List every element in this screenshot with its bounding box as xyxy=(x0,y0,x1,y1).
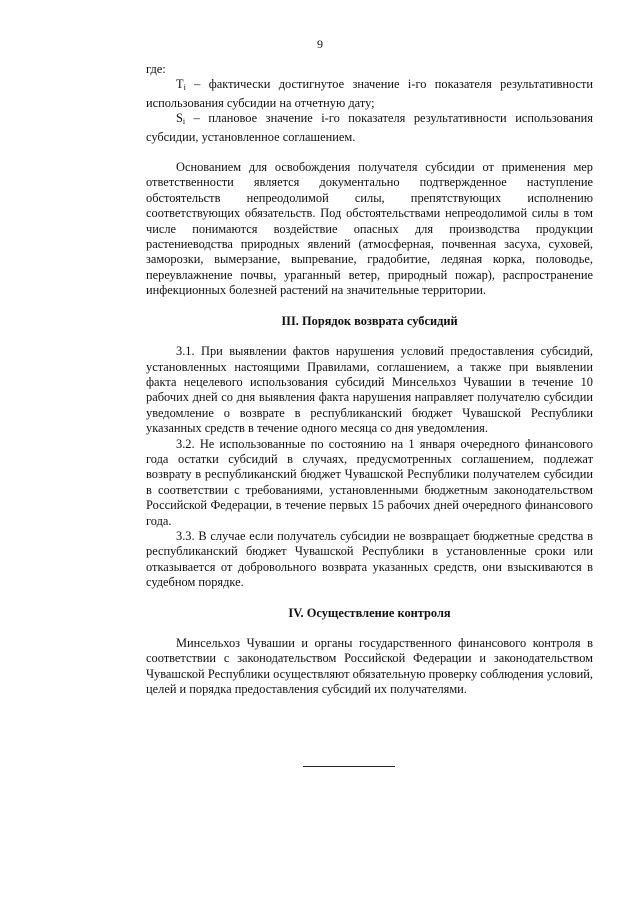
definition-t xyxy=(146,77,593,111)
s-symbol: S xyxy=(176,111,183,126)
s-index: i xyxy=(182,117,186,127)
force-majeure-paragraph: Основанием для освобождения получателя субсидии от применения мер ответственности является документально подтвержденное наступление обстоятельств непреодолимой силы, препятствующих исполнению соответствующих обязательств. Под обстоятельствами непреодолимой силы в том числе понимаются воздействие опасных для производства продукции растениеводства природных явлений (атмосферная, почвенная засуха, суховей, заморозки, вымерзание, выпревание, градобитие, ледяная корка, половодье, переувлажнение почвы, ураганный ветер, природный пожар), распространение инфекционных болезней растений на значительные территории. xyxy=(146,160,593,298)
document-body xyxy=(146,62,593,698)
definition-s xyxy=(146,111,593,145)
end-divider-line xyxy=(303,766,395,767)
clause-3-1: 3.1. При выявлении фактов нарушения условий предоставления субсидий, установленных настоящими Правилами, соглашением, а также при выявлении факта нецелевого использования субсидий Минсельхоз Чувашии в течение 10 рабочих дней со дня выявления факта нарушения направляет получателю субсидии уведомление о возврате в республиканский бюджет Чувашской Республики указанных средств в течение одного месяца со дня уведомления. xyxy=(146,344,593,436)
section-3-title: III. Порядок возврата субсидий xyxy=(281,313,458,328)
control-paragraph: Минсельхоз Чувашии и органы государственного финансового контроля в соответствии с законодательством Российской Федерации и законодательством Чувашской Республики осуществляют обязательную проверку соблюдения условий, целей и порядка предоставления субсидий их получателями. xyxy=(146,636,593,697)
section-4-title: IV. Осуществление контроля xyxy=(288,605,451,620)
page-number: 9 xyxy=(317,37,323,51)
clause-3-2: 3.2. Не использованные по состоянию на 1 января очередного финансового года остатки субсидий в случаях, предусмотренных соглашением, подлежат возврату в республиканский бюджет Чувашской Республики получателем субсидии в соответствии с требованиями, установленными бюджетным законодательством Российской Федерации, в течение первых 15 рабочих дней очередного финансового года. xyxy=(146,436,593,528)
t-symbol: T xyxy=(176,77,184,92)
t-index: i xyxy=(183,83,186,93)
clause-3-3: 3.3. В случае если получатель субсидии не возвращает бюджетные средства в республиканский бюджет Чувашской Республики в установленные сроки или отказывается от добровольного возврата указанных средств, они взыскиваются в судебном порядке. xyxy=(146,528,593,590)
t-definition-text: – фактически достигнутое значение i-го показателя результативности использования субсидии на отчетную дату; xyxy=(146,77,593,110)
where-label: где: xyxy=(146,62,166,76)
s-definition-text: – плановое значение i-го показателя результативности использования субсидии, установленное соглашением. xyxy=(146,111,593,144)
